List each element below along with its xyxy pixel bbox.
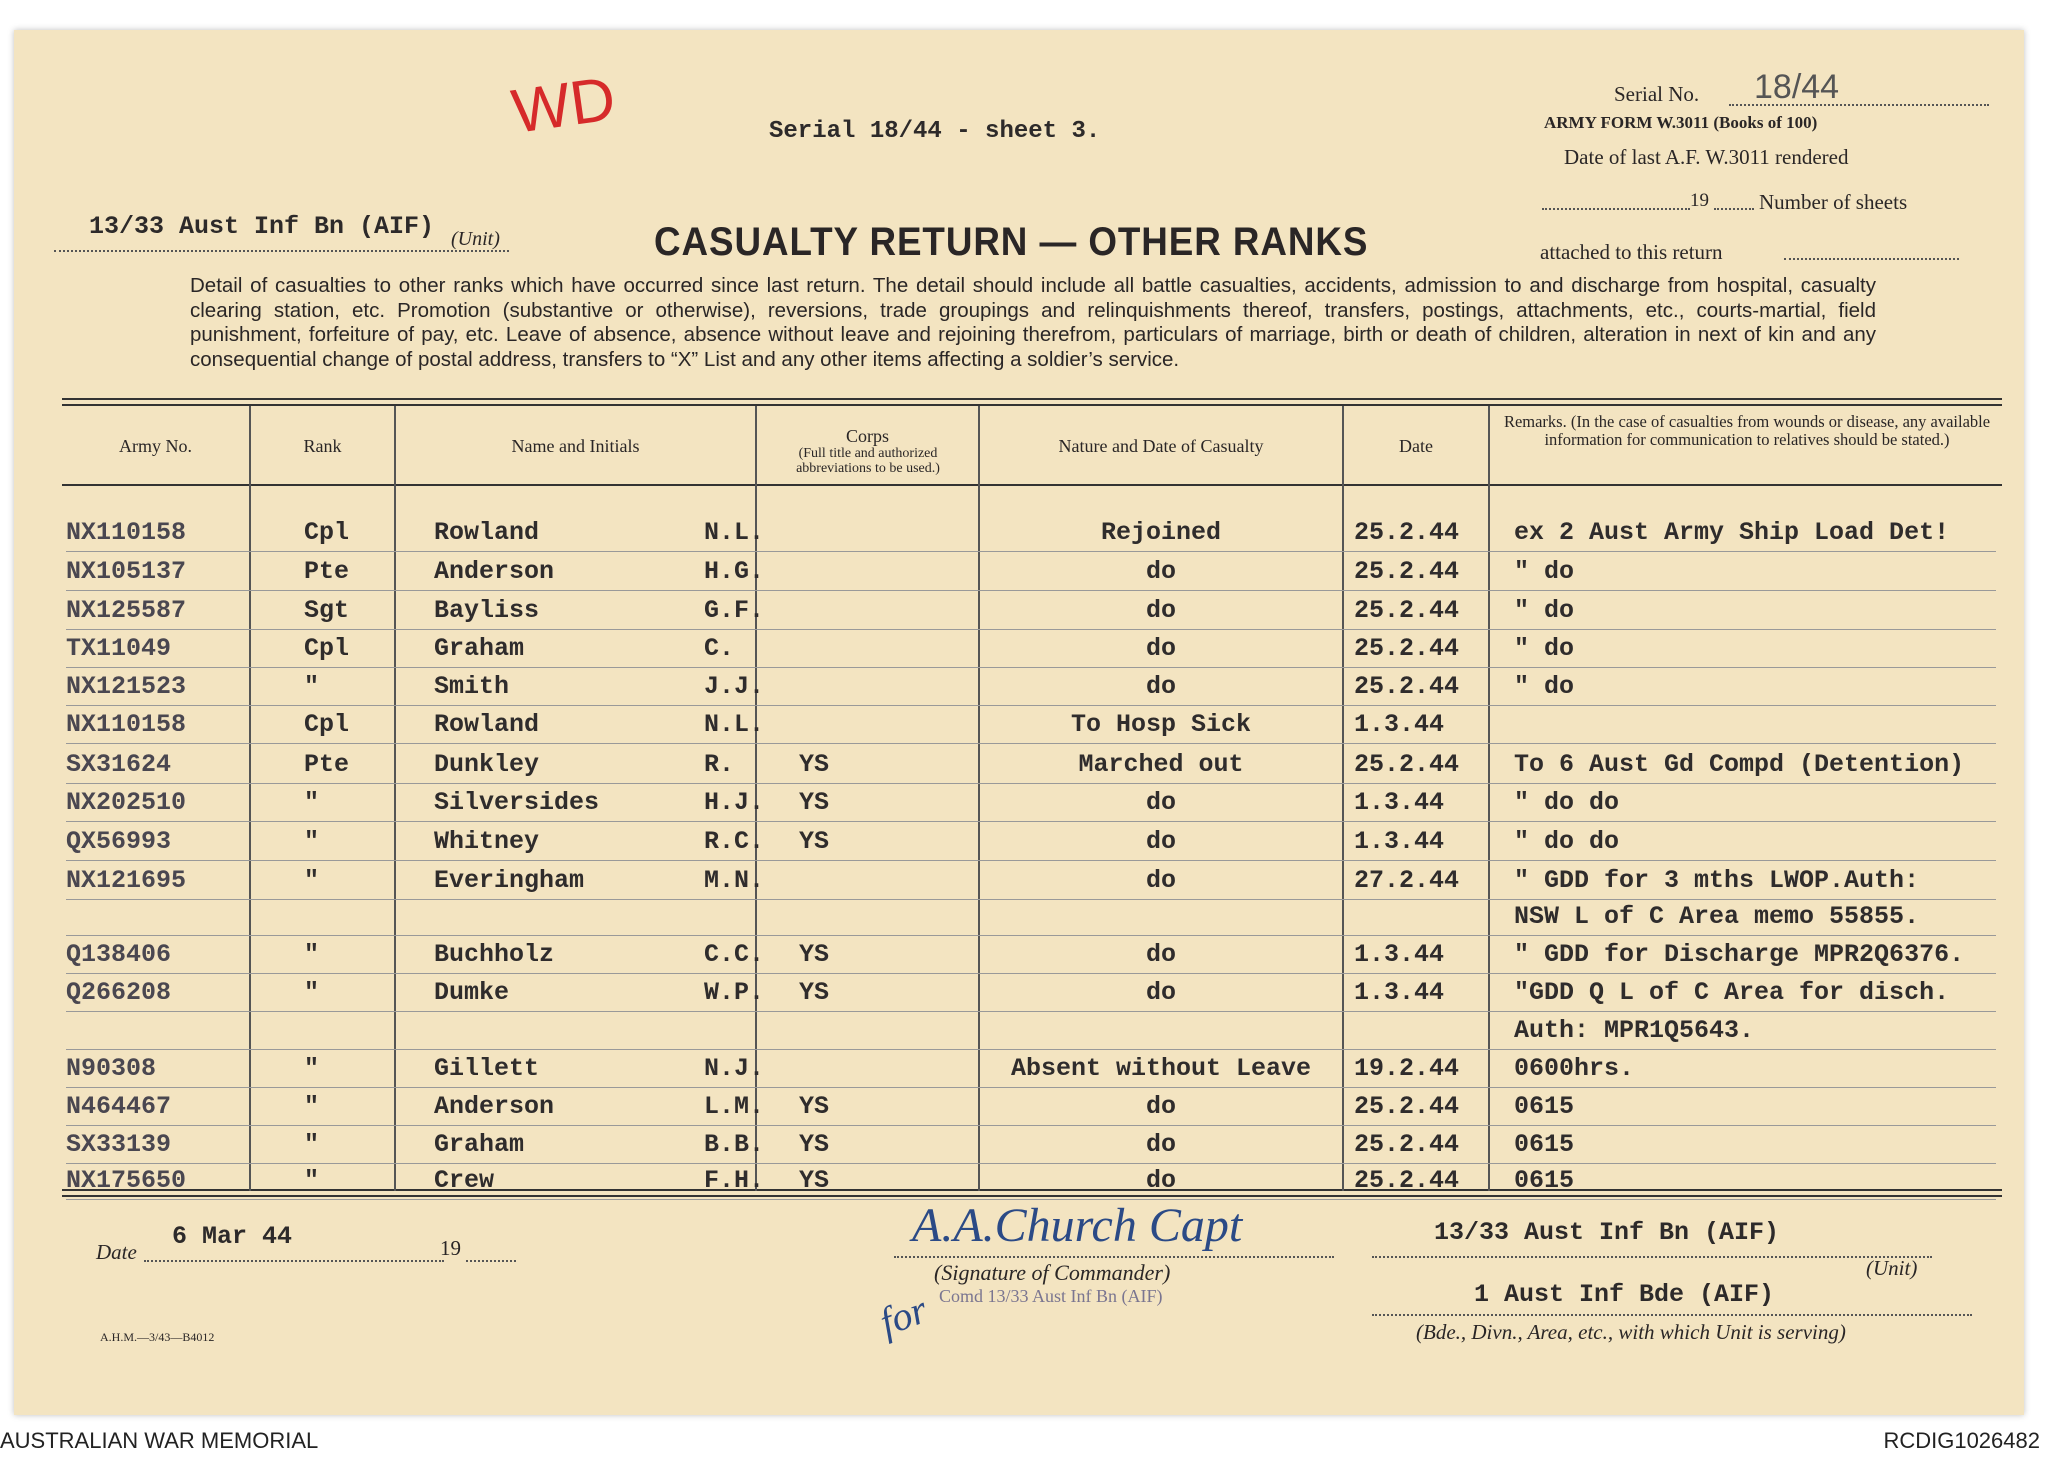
cell-army-no: NX110158: [66, 710, 187, 739]
unit-label: (Unit): [451, 228, 500, 250]
row-rule: [66, 1163, 1996, 1164]
cell-corps: YS: [799, 1130, 830, 1159]
row-rule: [66, 1087, 1996, 1088]
signature-label: (Signature of Commander): [934, 1260, 1171, 1285]
cell-name: Smith: [434, 672, 510, 701]
col-divider-1: [249, 406, 251, 1191]
cell-date: 1.3.44: [1354, 827, 1445, 856]
form-title: CASUALTY RETURN — OTHER RANKS: [654, 220, 1369, 264]
cell-date: 25.2.44: [1354, 634, 1460, 663]
cell-name: Dumke: [434, 978, 510, 1007]
unit-value: 13/33 Aust Inf Bn (AIF): [89, 212, 435, 241]
serial-no-value: 18/44: [1754, 68, 1840, 106]
cell-nature: To Hosp Sick: [1070, 710, 1252, 739]
cell-rank: ": [304, 672, 320, 701]
attached-line: [1784, 258, 1959, 260]
cell-remarks: " do: [1514, 634, 1575, 663]
cell-nature: do: [1145, 596, 1176, 625]
row-rule: [66, 935, 1996, 936]
cell-nature: do: [1145, 634, 1176, 663]
cell-name: Dunkley: [434, 750, 540, 779]
cell-nature: do: [1145, 940, 1176, 969]
cell-rank: ": [304, 978, 320, 1007]
caption-left: AUSTRALIAN WAR MEMORIAL: [0, 1428, 319, 1453]
cell-army-no: QX56993: [66, 827, 172, 856]
cell-remarks: " GDD for Discharge MPR2Q6376.: [1514, 940, 1965, 969]
cell-date: 25.2.44: [1354, 557, 1460, 586]
cell-initials: R.C.: [704, 827, 765, 856]
row-rule: [66, 899, 1996, 900]
army-form-label: ARMY FORM W.3011 (Books of 100): [1544, 113, 1818, 132]
cell-initials: C.: [704, 634, 735, 663]
signature-for: for: [873, 1286, 933, 1345]
cell-initials: L.M.: [704, 1092, 765, 1121]
footer-unit-value: 13/33 Aust Inf Bn (AIF): [1434, 1218, 1780, 1247]
attached-label: attached to this return: [1540, 240, 1723, 264]
cell-name: Bayliss: [434, 596, 540, 625]
cell-corps: YS: [799, 827, 830, 856]
cell-corps: YS: [799, 940, 830, 969]
cell-initials: R.: [704, 750, 735, 779]
row-rule: [66, 551, 1996, 552]
cell-remarks: " GDD for 3 mths LWOP.Auth:: [1514, 866, 1920, 895]
cell-rank: Pte: [304, 557, 350, 586]
cell-rank: ": [304, 940, 320, 969]
header-remarks: Remarks. (In the case of casualties from wounds or disease, any available information for communication to relatives should be stated.): [1503, 412, 1991, 449]
cell-corps: YS: [799, 750, 830, 779]
table-bottom-rule-2: [62, 1195, 2002, 1197]
serial-no-label: Serial No.: [1614, 82, 1700, 106]
cell-name: Buchholz: [434, 940, 555, 969]
cell-army-no: NX202510: [66, 788, 187, 817]
cell-rank: Sgt: [304, 596, 350, 625]
instructions-paragraph: Detail of casualties to other ranks which have occurred since last return. The detail should include all battle casualties, accidents, admission to and discharge from hospital, casualty clearing station, etc. Promotion (substantive or otherwise), reversions, trade groupings and relinquishments thereof, transfers, postings, attachments, etc., courts-martial, field punishment, forfeiture of pay, etc. Leave of absence, absence without leave and rejoining therefrom, particulars of marriage, birth or death of children, alteration in next of kin and any consequential change of postal address, transfers to “X” List and any other items affecting a soldier’s service.: [190, 274, 1876, 371]
cell-initials: C.C.: [704, 940, 765, 969]
print-reference: A.H.M.—3/43—B4012: [100, 1330, 215, 1344]
cell-remarks: 0615: [1514, 1130, 1575, 1159]
cell-initials: N.L.: [704, 518, 765, 547]
cell-date: 25.2.44: [1354, 750, 1460, 779]
signature-line: [894, 1256, 1334, 1258]
cell-remarks: NSW L of C Area memo 55855.: [1514, 902, 1920, 931]
header-nature: Nature and Date of Casualty: [1058, 436, 1264, 456]
cell-remarks: "GDD Q L of C Area for disch.: [1514, 978, 1950, 1007]
cell-nature: Absent without Leave: [1010, 1054, 1312, 1083]
cell-remarks: 0615: [1514, 1092, 1575, 1121]
row-rule: [66, 667, 1996, 668]
cell-corps: YS: [799, 978, 830, 1007]
cell-army-no: NX121695: [66, 866, 187, 895]
cell-name: Whitney: [434, 827, 540, 856]
cell-nature: Marched out: [1078, 750, 1244, 779]
cell-initials: G.F.: [704, 596, 765, 625]
date-line: [144, 1260, 444, 1262]
cell-initials: N.J.: [704, 1054, 765, 1083]
cell-rank: ": [304, 1130, 320, 1159]
cell-remarks: " do: [1514, 596, 1575, 625]
cell-rank: ": [304, 827, 320, 856]
cell-date: 19.2.44: [1354, 1054, 1460, 1083]
caption-right: RCDIG1026482: [1883, 1428, 2040, 1453]
cell-name: Graham: [434, 634, 525, 663]
row-rule: [66, 783, 1996, 784]
serial-sheet-label: Serial 18/44 - sheet 3.: [769, 118, 1101, 145]
cell-rank: ": [304, 1166, 320, 1195]
form-sheet: [14, 30, 2024, 1415]
table-top-rule-2: [62, 404, 2002, 406]
cell-remarks: 0600hrs.: [1514, 1054, 1635, 1083]
cell-date: 1.3.44: [1354, 788, 1445, 817]
cell-remarks: Auth: MPR1Q5643.: [1514, 1016, 1755, 1045]
header-army-no: Army No.: [119, 436, 192, 456]
cell-initials: W.P.: [704, 978, 765, 1007]
cell-initials: H.J.: [704, 788, 765, 817]
cell-name: Rowland: [434, 518, 540, 547]
header-rank: Rank: [303, 436, 342, 456]
cell-army-no: SX31624: [66, 750, 172, 779]
cell-corps: YS: [799, 1166, 830, 1195]
cell-name: Gillett: [434, 1054, 540, 1083]
date-label: Date: [96, 1240, 137, 1264]
cell-remarks: 0615: [1514, 1166, 1575, 1195]
cell-remarks: " do: [1514, 557, 1575, 586]
cell-rank: Pte: [304, 750, 350, 779]
table-header-rule: [62, 484, 2002, 486]
cell-rank: ": [304, 866, 320, 895]
cell-rank: Cpl: [304, 710, 350, 739]
cell-army-no: Q138406: [66, 940, 172, 969]
cell-nature: Rejoined: [1100, 518, 1222, 547]
cell-nature: do: [1145, 1166, 1176, 1195]
cell-army-no: NX105137: [66, 557, 187, 586]
cell-initials: B.B.: [704, 1130, 765, 1159]
cell-remarks: " do do: [1514, 788, 1620, 817]
header-corps: Corps: [845, 426, 889, 446]
col-divider-5: [1342, 406, 1344, 1191]
row-rule: [66, 1125, 1996, 1126]
header-corps-note: (Full title and authorized abbreviations to be used.): [796, 446, 940, 476]
cell-date: 25.2.44: [1354, 518, 1460, 547]
cell-name: Rowland: [434, 710, 540, 739]
cell-initials: H.G.: [704, 557, 765, 586]
footer-bde-value: 1 Aust Inf Bde (AIF): [1474, 1280, 1775, 1309]
footer-bde-label: (Bde., Divn., Area, etc., with which Unit is serving): [1416, 1320, 1846, 1344]
cell-rank: Cpl: [304, 518, 350, 547]
cell-army-no: N464467: [66, 1092, 172, 1121]
row-rule: [66, 590, 1996, 591]
header-date: Date: [1399, 436, 1433, 456]
cell-date: 27.2.44: [1354, 866, 1460, 895]
cell-rank: ": [304, 788, 320, 817]
commander-signature: A.A.Church Capt: [912, 1199, 1243, 1252]
signature-stamp: Comd 13/33 Aust Inf Bn (AIF): [939, 1286, 1163, 1306]
cell-date: 25.2.44: [1354, 1092, 1460, 1121]
date-last-rendered-line: [1542, 208, 1690, 210]
cell-initials: J.J.: [704, 672, 765, 701]
cell-army-no: NX175650: [66, 1166, 187, 1195]
col-divider-6: [1488, 406, 1490, 1191]
footer-bde-line: [1372, 1314, 1972, 1316]
cell-corps: YS: [799, 788, 830, 817]
cell-initials: M.N.: [704, 866, 765, 895]
row-rule: [66, 743, 1996, 744]
cell-army-no: NX121523: [66, 672, 187, 701]
cell-name: Graham: [434, 1130, 525, 1159]
cell-initials: N.L.: [704, 710, 765, 739]
cell-name: Crew: [434, 1166, 495, 1195]
cell-army-no: N90308: [66, 1054, 157, 1083]
row-rule: [66, 973, 1996, 974]
unit-line: [54, 250, 509, 252]
cell-name: Everingham: [434, 866, 585, 895]
row-rule: [66, 821, 1996, 822]
cell-nature: do: [1145, 672, 1176, 701]
cell-name: Anderson: [434, 557, 555, 586]
row-rule: [66, 629, 1996, 630]
cell-name: Anderson: [434, 1092, 555, 1121]
cell-nature: do: [1145, 1092, 1176, 1121]
cell-rank: Cpl: [304, 634, 350, 663]
footer-unit-label: (Unit): [1866, 1256, 1918, 1280]
footer-year-line: [466, 1260, 516, 1262]
cell-corps: YS: [799, 1092, 830, 1121]
header-name: Name and Initials: [511, 436, 640, 456]
cell-remarks: " do do: [1514, 827, 1620, 856]
cell-remarks: ex 2 Aust Army Ship Load Det!: [1514, 518, 1950, 547]
cell-army-no: Q266208: [66, 978, 172, 1007]
table-top-rule-1: [62, 398, 2002, 400]
cell-initials: F.H.: [704, 1166, 765, 1195]
cell-date: 1.3.44: [1354, 940, 1445, 969]
footer-year-prefix: 19: [440, 1236, 461, 1260]
cell-army-no: NX125587: [66, 596, 187, 625]
row-rule: [66, 1049, 1996, 1050]
col-divider-2: [394, 406, 396, 1191]
cell-nature: do: [1145, 557, 1176, 586]
cell-date: 1.3.44: [1354, 710, 1445, 739]
row-rule: [66, 705, 1996, 706]
row-rule: [66, 860, 1996, 861]
number-of-sheets-label: Number of sheets: [1759, 190, 1908, 214]
handwritten-wd-mark: WD: [507, 64, 620, 147]
cell-date: 25.2.44: [1354, 1130, 1460, 1159]
cell-nature: do: [1145, 978, 1176, 1007]
cell-name: Silversides: [434, 788, 600, 817]
cell-date: 1.3.44: [1354, 978, 1445, 1007]
cell-nature: do: [1145, 788, 1176, 817]
cell-date: 25.2.44: [1354, 1166, 1460, 1195]
footer-unit-line: [1372, 1256, 1932, 1258]
row-rule: [66, 1011, 1996, 1012]
cell-rank: ": [304, 1054, 320, 1083]
date-last-rendered-label: Date of last A.F. W.3011 rendered: [1564, 145, 1849, 169]
cell-date: 25.2.44: [1354, 672, 1460, 701]
date-value: 6 Mar 44: [172, 1222, 293, 1251]
cell-army-no: SX33139: [66, 1130, 172, 1159]
cell-remarks: To 6 Aust Gd Compd (Detention): [1514, 750, 1965, 779]
year-line-top: [1714, 208, 1754, 210]
cell-rank: ": [304, 1092, 320, 1121]
year-prefix-top: 19: [1690, 190, 1709, 211]
cell-nature: do: [1145, 866, 1176, 895]
cell-army-no: NX110158: [66, 518, 187, 547]
cell-date: 25.2.44: [1354, 596, 1460, 625]
cell-army-no: TX11049: [66, 634, 172, 663]
cell-nature: do: [1145, 1130, 1176, 1159]
cell-remarks: " do: [1514, 672, 1575, 701]
cell-nature: do: [1145, 827, 1176, 856]
